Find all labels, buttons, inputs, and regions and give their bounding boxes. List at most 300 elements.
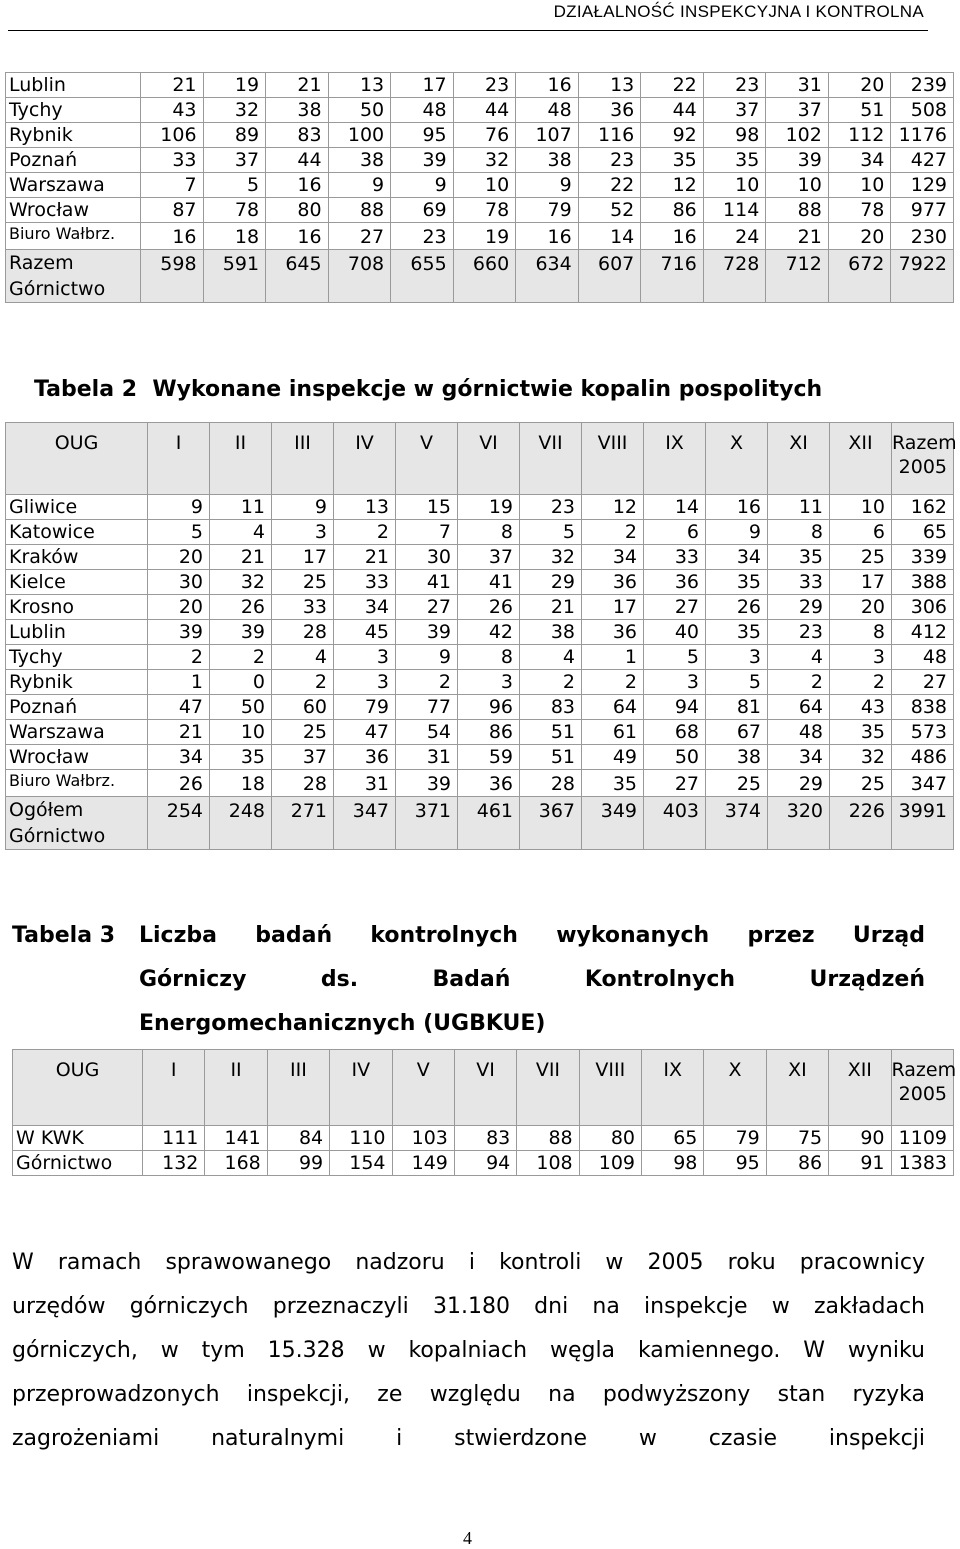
table-row <box>6 148 954 173</box>
table-cell: 79 <box>516 198 579 223</box>
table-cell: 347 <box>892 770 954 797</box>
table-cell: 91 <box>829 1151 891 1176</box>
table-cell: 34 <box>148 745 210 770</box>
table-cell: 84 <box>267 1126 329 1151</box>
table-cell: 32 <box>203 98 266 123</box>
table-cell: 20 <box>148 595 210 620</box>
table-cell: 64 <box>768 695 830 720</box>
table-cell: 2 <box>334 520 396 545</box>
table-cell: 35 <box>706 620 768 645</box>
table-row <box>6 645 954 670</box>
table-3-title-line-2: Górniczy ds. Badań Kontrolnych Urządzeń <box>139 967 925 992</box>
row-label: Poznań <box>6 148 141 173</box>
table-cell: 35 <box>706 570 768 595</box>
table-cell: 48 <box>516 98 579 123</box>
table-cell: 3 <box>334 645 396 670</box>
row-label: Krosno <box>6 595 148 620</box>
table-cell: 34 <box>582 545 644 570</box>
table-cell: 2 <box>768 670 830 695</box>
table-cell: 16 <box>141 223 204 250</box>
table-cell: 86 <box>766 1151 828 1176</box>
table-cell: 36 <box>334 745 396 770</box>
table-cell: 19 <box>453 223 516 250</box>
table-cell: 13 <box>328 73 391 98</box>
table-cell: 108 <box>517 1151 579 1176</box>
table-cell: 34 <box>828 148 891 173</box>
row-label: W KWK <box>13 1126 143 1151</box>
table-cell: 10 <box>703 173 766 198</box>
table-cell: 81 <box>706 695 768 720</box>
row-label: Warszawa <box>6 720 148 745</box>
table-cell: 21 <box>141 73 204 98</box>
paragraph-line: przeprowadzonych inspekcji, ze względu na podwyższony stan ryzyka <box>12 1382 925 1407</box>
table-cell: 4 <box>520 645 582 670</box>
table-cell: 461 <box>458 797 520 850</box>
table-cell: 14 <box>578 223 641 250</box>
table-cell: 34 <box>334 595 396 620</box>
row-label: Górnictwo <box>13 1151 143 1176</box>
table-cell: 29 <box>768 770 830 797</box>
table-cell: 26 <box>210 595 272 620</box>
table-cell: 1 <box>148 670 210 695</box>
table-cell: 1383 <box>891 1151 954 1176</box>
table-cell: 43 <box>830 695 892 720</box>
table-cell: 89 <box>203 123 266 148</box>
table-cell: 50 <box>328 98 391 123</box>
table-cell: 78 <box>203 198 266 223</box>
column-header: IV <box>334 423 396 495</box>
table-cell: 162 <box>892 495 954 520</box>
table-row <box>13 1126 954 1151</box>
table-cell: 7 <box>396 520 458 545</box>
table-cell: 32 <box>210 570 272 595</box>
column-header: VII <box>520 423 582 495</box>
table-cell: 8 <box>830 620 892 645</box>
column-header: VIII <box>582 423 644 495</box>
table-cell: 29 <box>768 595 830 620</box>
table-cell: 20 <box>830 595 892 620</box>
table-cell: 111 <box>143 1126 205 1151</box>
table-3-label: Tabela 3 <box>12 923 116 948</box>
table-cell: 32 <box>830 745 892 770</box>
table-cell: 32 <box>453 148 516 173</box>
table-cell: 88 <box>766 198 829 223</box>
table-cell: 5 <box>520 520 582 545</box>
table-row <box>6 797 954 850</box>
row-label: Wrocław <box>6 745 148 770</box>
table-cell: 9 <box>516 173 579 198</box>
table-cell: 39 <box>766 148 829 173</box>
table-cell: 107 <box>516 123 579 148</box>
table-cell: 716 <box>641 250 704 303</box>
table-cell: 607 <box>578 250 641 303</box>
column-header: OUG <box>6 423 148 495</box>
table-cell: 349 <box>582 797 644 850</box>
table-cell: 5 <box>644 645 706 670</box>
table-cell: 39 <box>210 620 272 645</box>
table-cell: 50 <box>210 695 272 720</box>
table-cell: 248 <box>210 797 272 850</box>
column-header: X <box>704 1050 766 1126</box>
table-row <box>6 620 954 645</box>
table-cell: 25 <box>272 570 334 595</box>
header-rule <box>8 30 928 31</box>
row-label: Ogółem Górnictwo <box>6 797 148 850</box>
table-cell: 47 <box>148 695 210 720</box>
table-cell: 2 <box>148 645 210 670</box>
table-cell: 21 <box>334 545 396 570</box>
table-cell: 573 <box>892 720 954 745</box>
table-cell: 78 <box>453 198 516 223</box>
row-label: Rybnik <box>6 670 148 695</box>
paragraph-line: zagrożeniami naturalnymi i stwierdzone w czasie inspekcji <box>12 1426 925 1451</box>
table-cell: 239 <box>891 73 954 98</box>
table-cell: 10 <box>766 173 829 198</box>
header-row <box>13 1050 954 1126</box>
table-cell: 40 <box>644 620 706 645</box>
table-cell: 86 <box>641 198 704 223</box>
table-row <box>6 570 954 595</box>
row-label: Lublin <box>6 73 141 98</box>
table-cell: 16 <box>266 223 329 250</box>
table-cell: 34 <box>768 745 830 770</box>
table-cell: 38 <box>266 98 329 123</box>
table-cell: 977 <box>891 198 954 223</box>
table-cell: 52 <box>578 198 641 223</box>
table-cell: 3 <box>830 645 892 670</box>
table-cell: 4 <box>768 645 830 670</box>
table-cell: 23 <box>520 495 582 520</box>
table-cell: 80 <box>579 1126 641 1151</box>
table-cell: 112 <box>828 123 891 148</box>
table-cell: 660 <box>453 250 516 303</box>
table-3-title-line-1: Liczba badań kontrolnych wykonanych przez Urząd <box>139 923 925 948</box>
table-cell: 30 <box>396 545 458 570</box>
table-cell: 8 <box>768 520 830 545</box>
table-row <box>6 520 954 545</box>
table-cell: 18 <box>210 770 272 797</box>
row-label: Katowice <box>6 520 148 545</box>
table-cell: 110 <box>330 1126 392 1151</box>
table-cell: 712 <box>766 250 829 303</box>
table-cell: 27 <box>644 770 706 797</box>
table-1-continued <box>5 72 954 303</box>
table-cell: 388 <box>892 570 954 595</box>
table-cell: 64 <box>582 695 644 720</box>
table-cell: 21 <box>148 720 210 745</box>
table-2-title: Wykonane inspekcje w górnictwie kopalin pospolitych <box>152 377 823 402</box>
table-cell: 37 <box>766 98 829 123</box>
table-cell: 88 <box>517 1126 579 1151</box>
table-cell: 75 <box>766 1126 828 1151</box>
table-cell: 8 <box>458 645 520 670</box>
table-cell: 17 <box>582 595 644 620</box>
table-cell: 10 <box>830 495 892 520</box>
table-cell: 306 <box>892 595 954 620</box>
column-header: III <box>267 1050 329 1126</box>
table-cell: 36 <box>458 770 520 797</box>
column-header: III <box>272 423 334 495</box>
row-label: Biuro Wałbrz. <box>6 223 141 250</box>
table-3-caption <box>12 914 925 1046</box>
table-row <box>6 223 954 250</box>
table-row <box>6 98 954 123</box>
table-cell: 88 <box>328 198 391 223</box>
table-cell: 42 <box>458 620 520 645</box>
table-cell: 708 <box>328 250 391 303</box>
table-cell: 98 <box>703 123 766 148</box>
table-cell: 3991 <box>892 797 954 850</box>
table-cell: 36 <box>582 570 644 595</box>
table-cell: 645 <box>266 250 329 303</box>
table-cell: 320 <box>768 797 830 850</box>
table-cell: 44 <box>266 148 329 173</box>
table-cell: 21 <box>266 73 329 98</box>
table-cell: 16 <box>516 73 579 98</box>
table-cell: 2 <box>582 520 644 545</box>
table-cell: 39 <box>391 148 454 173</box>
header-row <box>6 423 954 495</box>
table-cell: 33 <box>272 595 334 620</box>
table-cell: 23 <box>703 73 766 98</box>
table-cell: 48 <box>768 720 830 745</box>
table-cell: 59 <box>458 745 520 770</box>
table-cell: 598 <box>141 250 204 303</box>
table-row <box>6 123 954 148</box>
table-row <box>6 173 954 198</box>
table-cell: 36 <box>578 98 641 123</box>
table-cell: 37 <box>703 98 766 123</box>
table-cell: 154 <box>330 1151 392 1176</box>
table-3-title-line-3: Energomechanicznych (UGBKUE) <box>139 1011 546 1036</box>
table-row <box>6 595 954 620</box>
table-cell: 35 <box>582 770 644 797</box>
table-cell: 99 <box>267 1151 329 1176</box>
table-cell: 4 <box>272 645 334 670</box>
column-header: VI <box>454 1050 516 1126</box>
table-cell: 87 <box>141 198 204 223</box>
table-cell: 25 <box>830 770 892 797</box>
table-cell: 25 <box>272 720 334 745</box>
table-cell: 24 <box>703 223 766 250</box>
table-cell: 13 <box>334 495 396 520</box>
paragraph-line: W ramach sprawowanego nadzoru i kontroli w 2005 roku pracownicy <box>12 1250 925 1275</box>
table-cell: 486 <box>892 745 954 770</box>
table-cell: 47 <box>334 720 396 745</box>
table-cell: 13 <box>578 73 641 98</box>
table-cell: 9 <box>706 520 768 545</box>
table-cell: 141 <box>205 1126 267 1151</box>
table-row <box>6 250 954 303</box>
table-cell: 17 <box>391 73 454 98</box>
table-cell: 44 <box>453 98 516 123</box>
table-cell: 35 <box>641 148 704 173</box>
table-cell: 54 <box>396 720 458 745</box>
table-cell: 102 <box>766 123 829 148</box>
table-cell: 36 <box>582 620 644 645</box>
table-cell: 44 <box>641 98 704 123</box>
page-number: 4 <box>463 1528 472 1548</box>
table-cell: 29 <box>520 570 582 595</box>
table-row <box>6 745 954 770</box>
table-cell: 28 <box>272 620 334 645</box>
table-cell: 19 <box>203 73 266 98</box>
table-cell: 33 <box>334 570 396 595</box>
table-cell: 26 <box>706 595 768 620</box>
table-cell: 41 <box>396 570 458 595</box>
table-cell: 168 <box>205 1151 267 1176</box>
table-cell: 31 <box>334 770 396 797</box>
column-header: XI <box>766 1050 828 1126</box>
table-cell: 51 <box>520 745 582 770</box>
table-cell: 94 <box>644 695 706 720</box>
table-cell: 3 <box>272 520 334 545</box>
table-cell: 9 <box>148 495 210 520</box>
body-paragraph <box>12 1241 925 1461</box>
table-cell: 11 <box>768 495 830 520</box>
table-cell: 76 <box>453 123 516 148</box>
table-cell: 0 <box>210 670 272 695</box>
table-cell: 23 <box>768 620 830 645</box>
table-cell: 271 <box>272 797 334 850</box>
table-cell: 36 <box>644 570 706 595</box>
table-cell: 28 <box>520 770 582 797</box>
table-cell: 79 <box>704 1126 766 1151</box>
table-cell: 9 <box>272 495 334 520</box>
table-cell: 27 <box>892 670 954 695</box>
row-label: Kraków <box>6 545 148 570</box>
table-row <box>6 545 954 570</box>
row-label: Lublin <box>6 620 148 645</box>
table-cell: 18 <box>203 223 266 250</box>
table-cell: 33 <box>141 148 204 173</box>
table-cell: 109 <box>579 1151 641 1176</box>
table-cell: 22 <box>578 173 641 198</box>
row-label: Tychy <box>6 645 148 670</box>
table-cell: 26 <box>458 595 520 620</box>
table-cell: 10 <box>828 173 891 198</box>
column-header: XII <box>830 423 892 495</box>
table-cell: 39 <box>396 770 458 797</box>
table-cell: 634 <box>516 250 579 303</box>
table-cell: 106 <box>141 123 204 148</box>
table-cell: 20 <box>828 223 891 250</box>
table-cell: 31 <box>396 745 458 770</box>
table-cell: 25 <box>830 545 892 570</box>
column-header: VII <box>517 1050 579 1126</box>
table-cell: 27 <box>396 595 458 620</box>
table-cell: 80 <box>266 198 329 223</box>
table-cell: 50 <box>644 745 706 770</box>
table-cell: 6 <box>830 520 892 545</box>
column-header: V <box>392 1050 454 1126</box>
table-cell: 16 <box>516 223 579 250</box>
table-cell: 15 <box>396 495 458 520</box>
table-cell: 67 <box>706 720 768 745</box>
table-cell: 7 <box>141 173 204 198</box>
table-cell: 2 <box>582 670 644 695</box>
table-cell: 49 <box>582 745 644 770</box>
table-cell: 14 <box>644 495 706 520</box>
row-label: Biuro Wałbrz. <box>6 770 148 797</box>
table-cell: 367 <box>520 797 582 850</box>
table-cell: 27 <box>644 595 706 620</box>
table-cell: 33 <box>768 570 830 595</box>
table-cell: 83 <box>266 123 329 148</box>
column-header: XII <box>829 1050 891 1126</box>
table-cell: 16 <box>641 223 704 250</box>
table-cell: 427 <box>891 148 954 173</box>
table-cell: 95 <box>704 1151 766 1176</box>
table-cell: 100 <box>328 123 391 148</box>
table-cell: 412 <box>892 620 954 645</box>
table-2-caption <box>34 377 914 402</box>
table-cell: 25 <box>706 770 768 797</box>
table-cell: 35 <box>830 720 892 745</box>
table-cell: 7922 <box>891 250 954 303</box>
table-cell: 5 <box>148 520 210 545</box>
table-cell: 69 <box>391 198 454 223</box>
row-label: Kielce <box>6 570 148 595</box>
table-cell: 38 <box>706 745 768 770</box>
table-row <box>6 695 954 720</box>
table-cell: 65 <box>642 1126 704 1151</box>
table-cell: 3 <box>458 670 520 695</box>
table-cell: 3 <box>334 670 396 695</box>
row-label: Wrocław <box>6 198 141 223</box>
table-cell: 403 <box>644 797 706 850</box>
table-cell: 38 <box>520 620 582 645</box>
column-header: II <box>210 423 272 495</box>
table-cell: 226 <box>830 797 892 850</box>
column-header: X <box>706 423 768 495</box>
table-cell: 728 <box>703 250 766 303</box>
table-cell: 38 <box>516 148 579 173</box>
table-cell: 39 <box>148 620 210 645</box>
row-label: Poznań <box>6 695 148 720</box>
table-cell: 2 <box>272 670 334 695</box>
table-cell: 3 <box>706 645 768 670</box>
table-cell: 90 <box>829 1126 891 1151</box>
table-cell: 591 <box>203 250 266 303</box>
table-cell: 114 <box>703 198 766 223</box>
paragraph-line: urzędów górniczych przeznaczyli 31.180 dni na inspekcje w zakładach <box>12 1294 925 1319</box>
table-row <box>13 1151 954 1176</box>
table-cell: 35 <box>768 545 830 570</box>
table-cell: 16 <box>266 173 329 198</box>
table-cell: 1 <box>582 645 644 670</box>
table-cell: 37 <box>203 148 266 173</box>
table-cell: 35 <box>703 148 766 173</box>
column-header: XI <box>768 423 830 495</box>
table-cell: 5 <box>706 670 768 695</box>
table-cell: 3 <box>644 670 706 695</box>
table-cell: 28 <box>272 770 334 797</box>
table-cell: 9 <box>396 645 458 670</box>
table-cell: 77 <box>396 695 458 720</box>
table-cell: 79 <box>334 695 396 720</box>
table-cell: 68 <box>644 720 706 745</box>
table-cell: 103 <box>392 1126 454 1151</box>
table-cell: 51 <box>520 720 582 745</box>
column-header: IX <box>642 1050 704 1126</box>
row-label: Rybnik <box>6 123 141 148</box>
row-label: Tychy <box>6 98 141 123</box>
table-row <box>6 770 954 797</box>
column-header: Razem 2005 <box>891 1050 954 1126</box>
table-cell: 39 <box>396 620 458 645</box>
table-cell: 26 <box>148 770 210 797</box>
